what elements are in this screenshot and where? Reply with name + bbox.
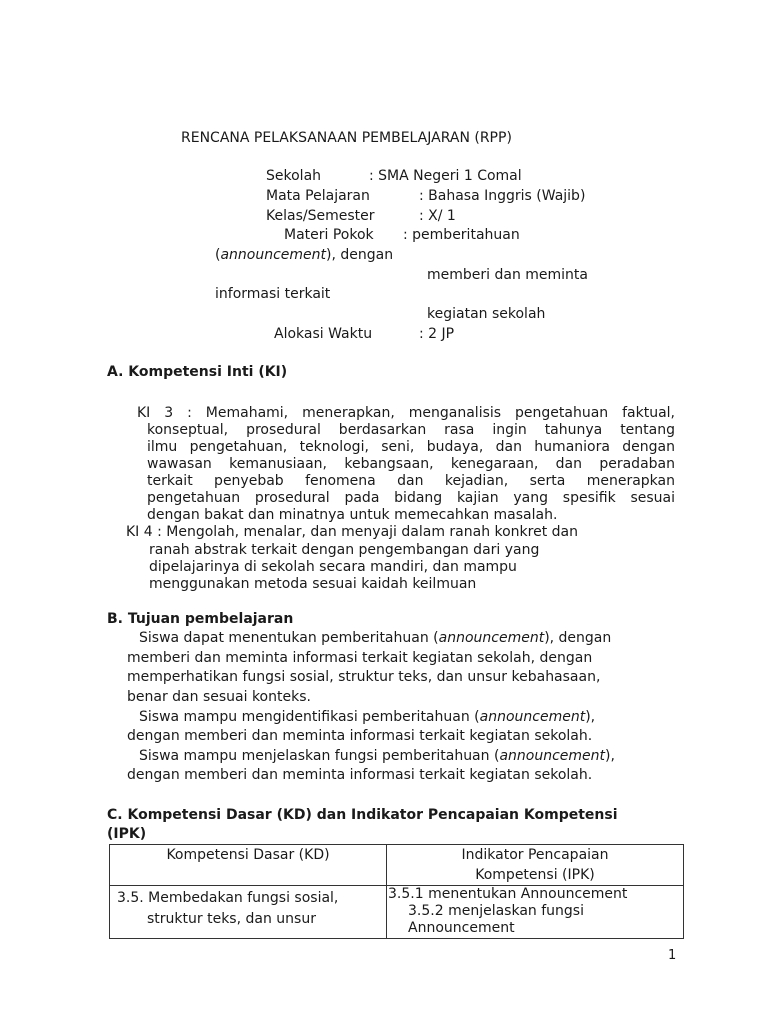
table-row bbox=[110, 886, 684, 939]
tujuan-3-line-1: Siswa mampu menjelaskan fungsi pemberitahuan (announcement), bbox=[139, 748, 615, 764]
kd-column-header bbox=[110, 845, 387, 886]
materi-label: Materi Pokok bbox=[284, 227, 374, 243]
section-c-heading-line-1: C. Kompetensi Dasar (KD) dan Indikator Pencapaian Kompetensi bbox=[107, 807, 618, 823]
section-b-heading: B. Tujuan pembelajaran bbox=[107, 611, 294, 627]
ki4-line-1: KI 4 : Mengolah, menalar, dan menyaji dalam ranah konkret dan bbox=[126, 524, 579, 540]
tujuan-1-line-2: memberi dan meminta informasi terkait kegiatan sekolah, dengan bbox=[127, 650, 593, 666]
kd-cell bbox=[110, 886, 387, 939]
materi-line-2: (announcement), dengan bbox=[215, 247, 394, 263]
mapel-value: : Bahasa Inggris (Wajib) bbox=[419, 188, 586, 204]
ipk-header-line-2: Kompetensi (IPK) bbox=[475, 867, 595, 883]
kelas-value: : X/ 1 bbox=[419, 208, 456, 224]
table-header-row bbox=[110, 845, 684, 886]
ipk-item-2-line-2: Announcement bbox=[408, 920, 515, 936]
tujuan-1-line-3: memperhatikan fungsi sosial, struktur teks, dan unsur kebahasaan, bbox=[127, 669, 601, 685]
ki3-line-3: ilmu pengetahuan, teknologi, seni, budaya, dan humaniora dengan bbox=[147, 439, 675, 455]
section-a-heading: A. Kompetensi Inti (KI) bbox=[107, 364, 288, 380]
tujuan-1-line-4: benar dan sesuai konteks. bbox=[127, 689, 311, 705]
kd-ipk-table bbox=[109, 844, 684, 939]
ki3-line-5: terkait penyebab fenomena dan kejadian, serta menerapkan bbox=[147, 473, 675, 489]
sekolah-label: Sekolah bbox=[266, 168, 322, 184]
tujuan-3-line-2: dengan memberi dan meminta informasi terkait kegiatan sekolah. bbox=[127, 767, 593, 783]
ipk-header-line-1: Indikator Pencapaian bbox=[461, 847, 609, 863]
kd-cell-line-2: struktur teks, dan unsur bbox=[147, 911, 316, 927]
sekolah-value: : SMA Negeri 1 Comal bbox=[369, 168, 522, 184]
ipk-column-header bbox=[387, 845, 684, 886]
ki3-line-6: pengetahuan prosedural pada bidang kajian yang spesifik sesuai bbox=[147, 490, 675, 506]
materi-line-5: kegiatan sekolah bbox=[427, 306, 546, 322]
ki3-line-7: dengan bakat dan minatnya untuk memecahkan masalah. bbox=[147, 507, 558, 523]
kd-header-text: Kompetensi Dasar (KD) bbox=[166, 847, 330, 863]
ipk-item-1: 3.5.1 menentukan Announcement bbox=[388, 886, 628, 902]
kelas-label: Kelas/Semester bbox=[266, 208, 375, 224]
materi-line-3: memberi dan meminta bbox=[427, 267, 588, 283]
ipk-item-2-line-1: 3.5.2 menjelaskan fungsi bbox=[408, 903, 584, 919]
ki4-line-3: dipelajarinya di sekolah secara mandiri, dan mampu bbox=[149, 559, 517, 575]
alokasi-label: Alokasi Waktu bbox=[274, 326, 373, 342]
mapel-label: Mata Pelajaran bbox=[266, 188, 370, 204]
alokasi-value: : 2 JP bbox=[419, 326, 455, 342]
ki4-line-4: menggunakan metoda sesuai kaidah keilmuan bbox=[149, 576, 477, 592]
kd-cell-line-1: 3.5. Membedakan fungsi sosial, bbox=[117, 890, 339, 906]
page-number: 1 bbox=[668, 948, 677, 963]
ipk-cell bbox=[387, 886, 684, 939]
tujuan-2-line-2: dengan memberi dan meminta informasi terkait kegiatan sekolah. bbox=[127, 728, 593, 744]
materi-line-4: informasi terkait bbox=[215, 286, 331, 302]
tujuan-1-line-1: Siswa dapat menentukan pemberitahuan (announcement), dengan bbox=[139, 630, 612, 646]
ki3-line-1: KI 3 : Memahami, menerapkan, menganalisis pengetahuan faktual, bbox=[137, 405, 675, 421]
document-title: RENCANA PELAKSANAAN PEMBELAJARAN (RPP) bbox=[181, 130, 512, 146]
ki4-line-2: ranah abstrak terkait dengan pengembangan dari yang bbox=[149, 542, 540, 558]
ki3-line-2: konseptual, prosedural berdasarkan rasa ingin tahunya tentang bbox=[147, 422, 675, 438]
materi-value: : pemberitahuan bbox=[403, 227, 520, 243]
tujuan-2-line-1: Siswa mampu mengidentifikasi pemberitahuan (announcement), bbox=[139, 709, 596, 725]
ki3-line-4: wawasan kemanusiaan, kebangsaan, kenegaraan, dan peradaban bbox=[147, 456, 675, 472]
section-c-heading-line-2: (IPK) bbox=[107, 826, 147, 842]
